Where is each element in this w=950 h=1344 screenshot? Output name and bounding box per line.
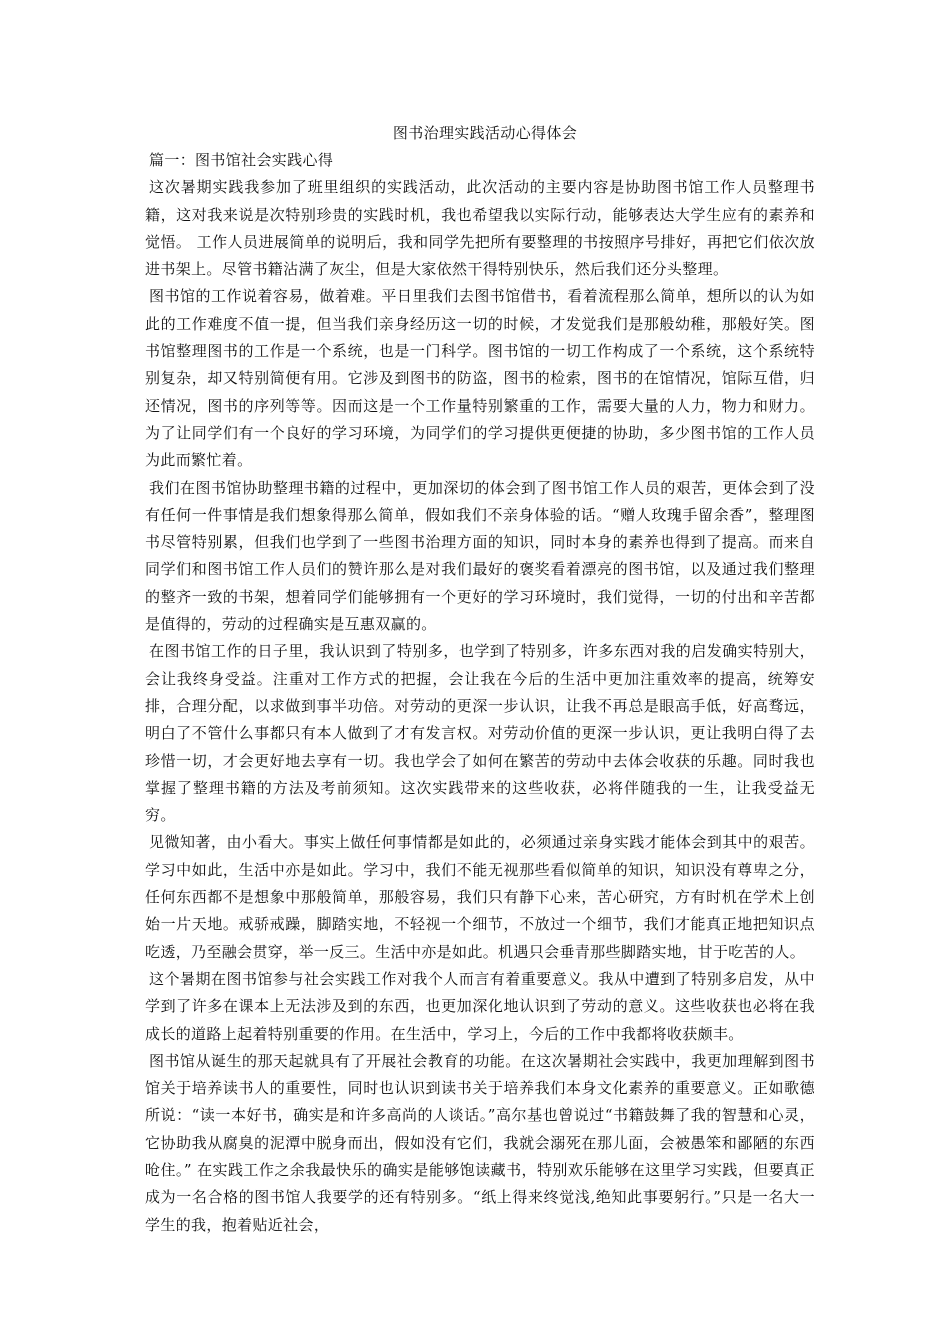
document-title: 图书治理实践活动心得体会 xyxy=(392,124,578,142)
paragraph-5: 见微知著，由小看大。事实上做任何事情都是如此的，必须通过亲身实践才能体会到其中的艰苦。学习中如此，生活中亦是如此。学习中，我们不能无视那些看似简单的知识，知识没有尊卑之分，任何东西都不是想象中那般简单，那般容易，我们只有静下心来，苦心研究，方有时机在学术上创始一片天地。戒骄戒躁，脚踏实地，不轻视一个细节，不放过一个细节，我们才能真正地把知识点吃透，乃至融会贯穿，举一反三。生活中亦是如此。机遇只会垂青那些脚踏实地，甘于吃苦的人。 xyxy=(145,833,815,961)
document-page xyxy=(145,120,815,1239)
section-heading: 篇一：图书馆社会实践心得 xyxy=(149,151,334,169)
paragraph-4: 在图书馆工作的日子里，我认识到了特别多，也学到了特别多，许多东西对我的启发确实特别大，会让我终身受益。注重对工作方式的把握，会让我在今后的生活中更加注重效率的提高，统筹安排，合理分配，以求做到事半功倍。对劳动的更深一步认识，让我不再总是眼高手低，好高骛远，明白了不管什么事都只有本人做到了才有发言权。对劳动价值的更深一步认识，更让我明白得了去珍惜一切，才会更好地去享有一切。我也学会了如何在繁苦的劳动中去体会收获的乐趣。同时我也掌握了整理书籍的方法及考前须知。这次实践带来的这些收获，必将伴随我的一生，让我受益无穷。 xyxy=(145,642,815,825)
paragraph-6: 这个暑期在图书馆参与社会实践工作对我个人而言有着重要意义。我从中遭到了特别多启发，从中学到了许多在课本上无法涉及到的东西，也更加深化地认识到了劳动的意义。这些收获也必将在我成长的道路上起着特别重要的作用。在生活中，学习上，今后的工作中我都将收获颇丰。 xyxy=(145,969,815,1043)
paragraph-1: 这次暑期实践我参加了班里组织的实践活动，此次活动的主要内容是协助图书馆工作人员整理书籍，这对我来说是次特别珍贵的实践时机，我也希望我以实际行动，能够表达大学生应有的素养和觉悟。 工作人员进展简单的说明后，我和同学先把所有要整理的书按照序号排好，再把它们依次放进书架上。尽管书籍沾满了灰尘，但是大家依然干得特别快乐，然后我们还分头整理。 xyxy=(145,178,815,279)
paragraph-7: 图书馆从诞生的那天起就具有了开展社会教育的功能。在这次暑期社会实践中，我更加理解到图书馆关于培养读书人的重要性，同时也认识到读书关于培养我们本身文化素养的重要意义。正如歌德所说：“读一本好书，确实是和许多高尚的人谈话。”高尔基也曾说过“书籍鼓舞了我的智慧和心灵，它协助我从腐臭的泥潭中脱身而出，假如没有它们，我就会溺死在那儿面，会被愚笨和鄙陋的东西呛住。” 在实践工作之余我最快乐的确实是能够饱读藏书，特别欢乐能够在这里学习实践，但要真正成为一名合格的图书馆人我要学的还有特别多。“纸上得来终觉浅,绝知此事要躬行。”只是一名大一学生的我，抱着贴近社会， xyxy=(145,1051,815,1234)
paragraph-2: 图书馆的工作说着容易，做着难。平日里我们去图书馆借书，看着流程那么简单，想所以的认为如此的工作难度不值一提，但当我们亲身经历这一切的时候，才发觉我们是那般幼稚，那般好笑。图书馆整理图书的工作是一个系统，也是一门科学。图书馆的一切工作构成了一个系统，这个系统特别复杂，却又特别简便有用。它涉及到图书的防盗，图书的检索，图书的在馆情况，馆际互借，归还情况，图书的序列等等。因而这是一个工作量特别繁重的工作，需要大量的人力，物力和财力。为了让同学们有一个良好的学习环境，为同学们的学习提供更便捷的协助，多少图书馆的工作人员为此而繁忙着。 xyxy=(145,287,815,470)
paragraph-3: 我们在图书馆协助整理书籍的过程中，更加深切的体会到了图书馆工作人员的艰苦，更体会到了没有任何一件事情是我们想象得那么简单，假如我们不亲身体验的话。“赠人玫瑰手留余香”，整理图书尽管特别累，但我们也学到了一些图书治理方面的知识，同时本身的素养也得到了提高。而来自同学们和图书馆工作人员们的赞许那么是对我们最好的褒奖看着漂亮的图书馆，以及通过我们整理的整齐一致的书架，想着同学们能够拥有一个更好的学习环境时，我们觉得，一切的付出和辛苦都是值得的，劳动的过程确实是互惠双赢的。 xyxy=(145,478,815,634)
